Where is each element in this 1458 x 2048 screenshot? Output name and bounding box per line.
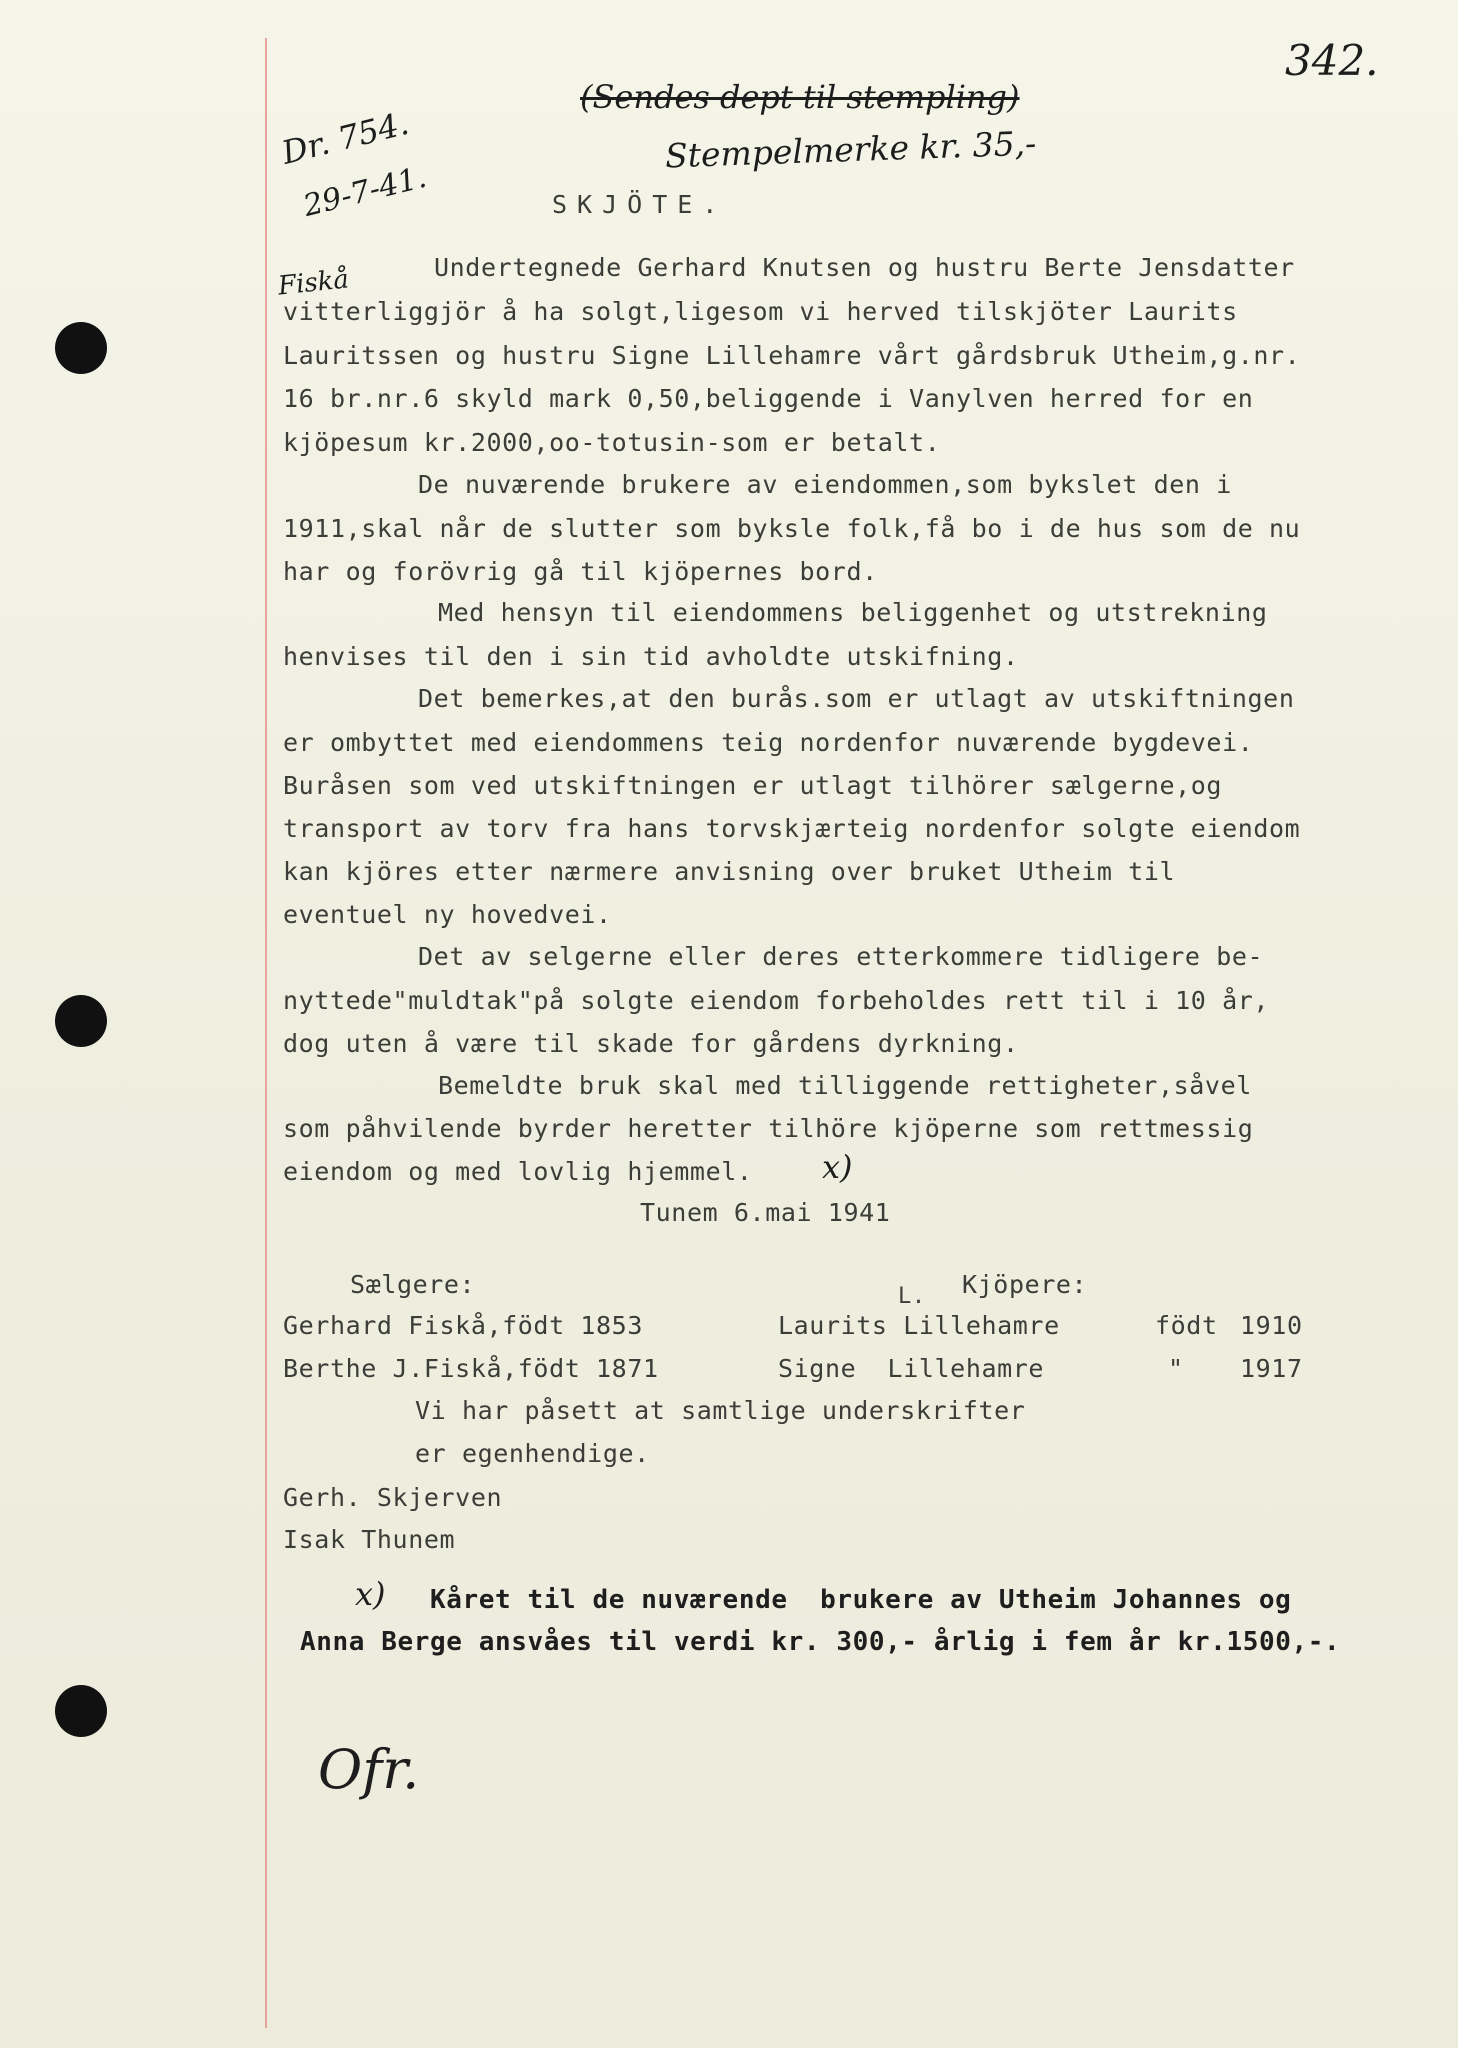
closing-initials: Ofr.: [318, 1738, 420, 1801]
buyer-name: Laurits Lillehamre: [778, 1311, 1060, 1340]
margin-insert: Fiskå: [276, 264, 351, 302]
body-line: Buråsen som ved utskiftningen er utlagt tilhörer sælgerne,og: [283, 771, 1223, 800]
body-line: Det av selgerne eller deres etterkommere tidligere be-: [418, 942, 1264, 971]
punch-hole-middle: [55, 995, 107, 1047]
buyers-header: Kjöpere:: [962, 1270, 1088, 1299]
page-number: 342.: [1285, 36, 1379, 85]
insert-mark: x): [355, 1575, 386, 1613]
body-line: henvises til den i sin tid avholdte utskifning.: [283, 642, 1019, 671]
body-line: kan kjöres etter nærmere anvisning over bruket Utheim til: [283, 857, 1176, 886]
addendum-line: Kåret til de nuværende brukere av Utheim Johannes og: [430, 1585, 1292, 1615]
body-line: Undertegnede Gerhard Knutsen og hustru Berte Jensdatter: [434, 253, 1295, 282]
document-title: SKJÖTE.: [552, 190, 728, 219]
body-line: er ombyttet med eiendommens teig nordenfor nuværende bygdevei.: [283, 728, 1254, 757]
punch-hole-top: [55, 322, 107, 374]
place-date: Tunem 6.mai 1941: [640, 1198, 891, 1227]
body-line: 16 br.nr.6 skyld mark 0,50,beliggende i Vanylven herred for en: [283, 384, 1254, 413]
witness-signature: Isak Thunem: [283, 1525, 456, 1554]
body-line: har og forövrig gå til kjöpernes bord.: [283, 557, 878, 586]
struck-note: (Sendes dept til stempling): [580, 78, 1020, 116]
witness-statement: er egenhendige.: [415, 1439, 650, 1468]
body-line: Det bemerkes,at den burås.som er utlagt av utskiftningen: [418, 684, 1295, 713]
seller-signature: Berthe J.Fiskå,födt 1871: [283, 1354, 659, 1383]
punch-hole-bottom: [55, 1685, 107, 1737]
body-line: dog uten å være til skade for gårdens dyrkning.: [283, 1029, 1019, 1058]
sellers-header: Sælgere:: [350, 1270, 476, 1299]
body-line: eventuel ny hovedvei.: [283, 900, 612, 929]
body-line: nyttede"muldtak"på solgte eiendom forbeholdes rett til i 10 år,: [283, 986, 1270, 1015]
stamp-fee-note: Stempelmerke kr. 35,-: [664, 123, 1037, 176]
buyer-initial: L.: [898, 1284, 926, 1309]
journal-date: 29-7-41.: [300, 159, 430, 224]
body-line: transport av torv fra hans torvskjærteig nordenfor solgte eiendom: [283, 814, 1301, 843]
buyer-year: 1910: [1240, 1311, 1303, 1340]
body-line: Med hensyn til eiendommens beliggenhet og utstrekning: [438, 598, 1268, 627]
body-line: De nuværende brukere av eiendommen,som bykslet den i: [418, 470, 1232, 499]
body-line: eiendom og med lovlig hjemmel.: [283, 1157, 753, 1186]
margin-rule: [265, 38, 267, 2028]
insert-mark: x): [822, 1148, 853, 1186]
body-line: Lauritssen og hustru Signe Lillehamre vårt gårdsbruk Utheim,g.nr.: [283, 341, 1301, 370]
body-line: vitterliggjör å ha solgt,ligesom vi herved tilskjöter Laurits: [283, 297, 1238, 326]
body-line: som påhvilende byrder heretter tilhöre kjöperne som rettmessig: [283, 1114, 1254, 1143]
body-line: kjöpesum kr.2000,oo-totusin-som er betalt.: [283, 428, 941, 457]
body-line: 1911,skal når de slutter som byksle folk,få bo i de hus som de nu: [283, 514, 1301, 543]
addendum-line: Anna Berge ansvåes til verdi kr. 300,- årlig i fem år kr.1500,-.: [300, 1627, 1341, 1657]
witness-statement: Vi har påsett at samtlige underskrifter: [415, 1396, 1026, 1425]
buyer-name: Signe Lillehamre: [778, 1354, 1045, 1383]
body-line: Bemeldte bruk skal med tilliggende rettigheter,såvel: [438, 1071, 1252, 1100]
witness-signature: Gerh. Skjerven: [283, 1483, 503, 1512]
buyer-born-label: ": [1168, 1354, 1184, 1383]
buyer-year: 1917: [1240, 1354, 1303, 1383]
buyer-born-label: födt: [1155, 1311, 1218, 1340]
journal-number: Dr. 754.: [278, 103, 413, 172]
seller-signature: Gerhard Fiskå,födt 1853: [283, 1311, 643, 1340]
